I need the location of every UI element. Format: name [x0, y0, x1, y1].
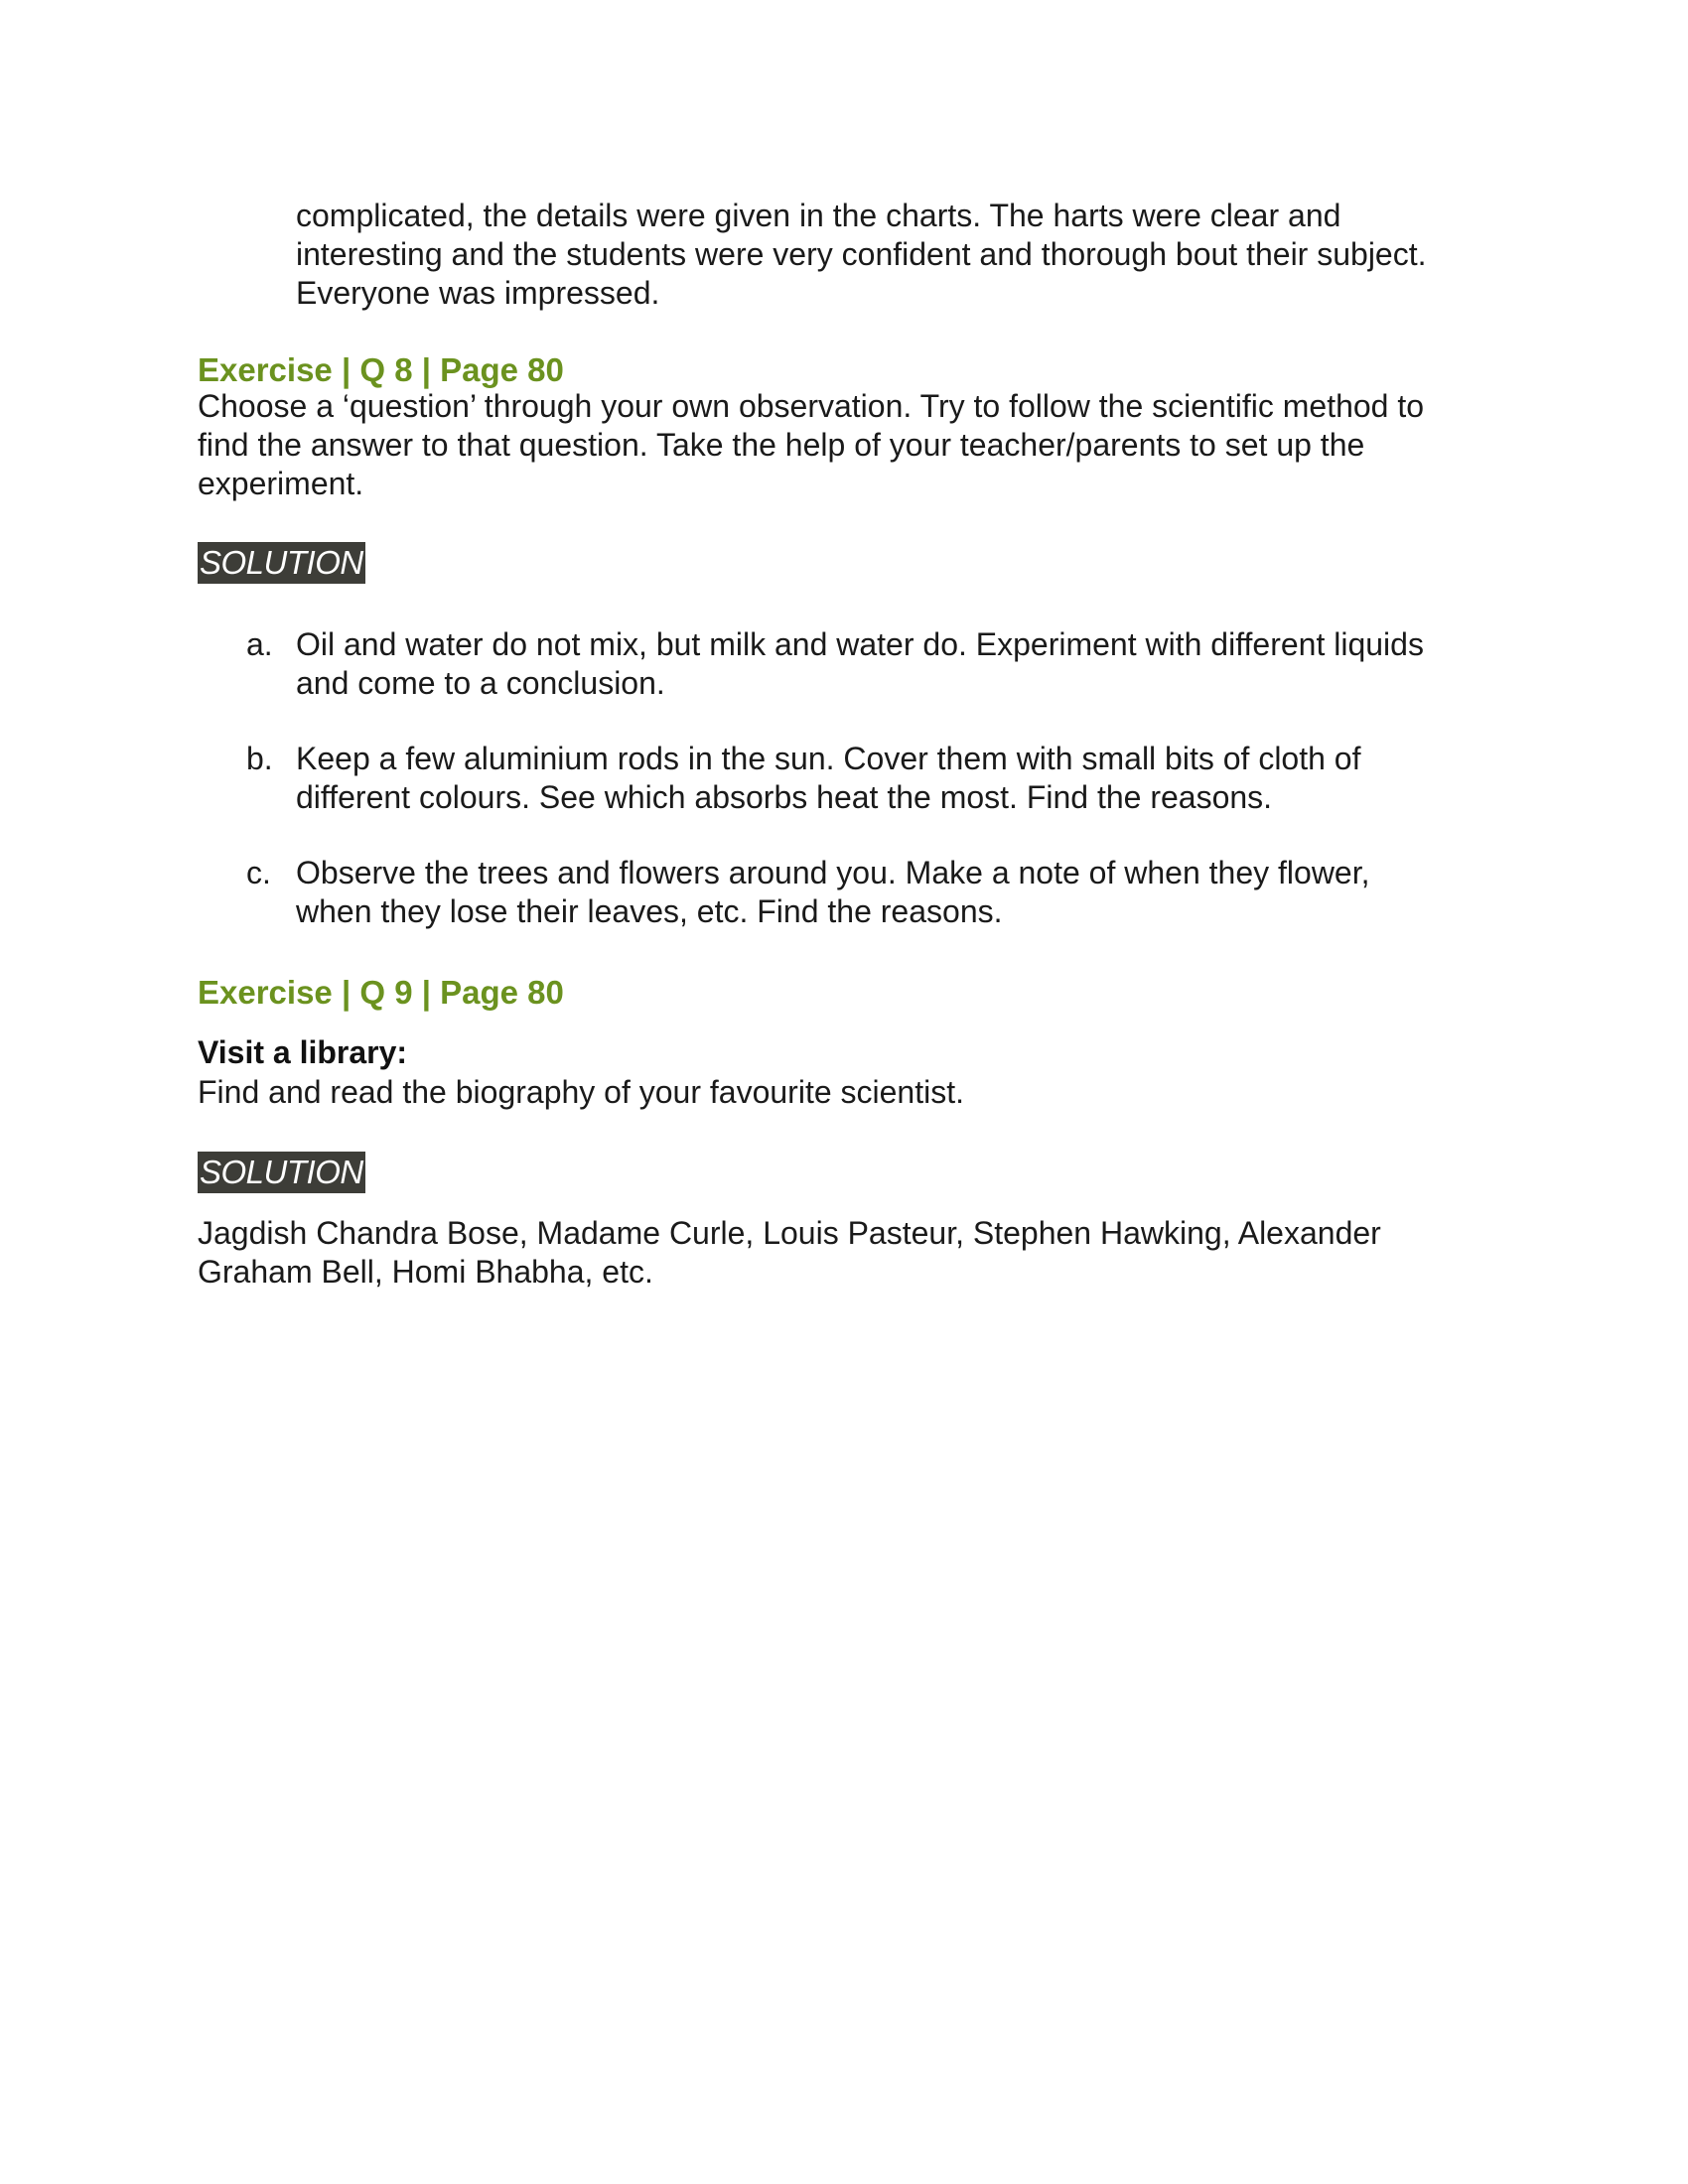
- list-item-line: different colours. See which absorbs heat the most. Find the reasons.: [296, 779, 1273, 815]
- exercise-q8-heading: Exercise | Q 8 | Page 80: [198, 351, 564, 388]
- q8-question-line: experiment.: [198, 466, 364, 501]
- list-marker: a.: [246, 626, 273, 662]
- list-marker: b.: [246, 741, 273, 776]
- exercise-q9-heading: Exercise | Q 9 | Page 80: [198, 974, 564, 1011]
- list-item-line: Oil and water do not mix, but milk and water do. Experiment with different liquids: [296, 626, 1424, 662]
- continuation-line: interesting and the students were very confident and thorough bout their subject.: [296, 236, 1427, 272]
- continuation-paragraph: [296, 197, 1497, 313]
- q8-question: [198, 387, 1498, 503]
- q9-question: [198, 1073, 1498, 1112]
- list-item-text: [296, 740, 1497, 817]
- q9-answer: [198, 1214, 1498, 1292]
- q9-solution-badge: SOLUTION: [198, 1152, 365, 1193]
- continuation-line: complicated, the details were given in the charts. The harts were clear and: [296, 198, 1341, 233]
- q9-answer-line: Graham Bell, Homi Bhabha, etc.: [198, 1254, 653, 1290]
- list-item-text: [296, 625, 1497, 703]
- q9-question-line: Find and read the biography of your favourite scientist.: [198, 1074, 964, 1110]
- list-marker: c.: [246, 855, 271, 890]
- q9-answer-line: Jagdish Chandra Bose, Madame Curle, Louis Pasteur, Stephen Hawking, Alexander: [198, 1215, 1381, 1251]
- list-item-line: Observe the trees and flowers around you. Make a note of when they flower,: [296, 855, 1370, 890]
- q8-solution-badge: SOLUTION: [198, 542, 365, 584]
- list-item-line: when they lose their leaves, etc. Find the reasons.: [296, 893, 1003, 929]
- list-item-text: [296, 854, 1497, 931]
- q9-subheading: Visit a library:: [198, 1034, 408, 1070]
- list-item-line: Keep a few aluminium rods in the sun. Cover them with small bits of cloth of: [296, 741, 1361, 776]
- q8-question-line: find the answer to that question. Take the help of your teacher/parents to set up the: [198, 427, 1365, 463]
- list-item-line: and come to a conclusion.: [296, 665, 665, 701]
- continuation-line: Everyone was impressed.: [296, 275, 660, 311]
- q8-question-line: Choose a ‘question’ through your own observation. Try to follow the scientific method to: [198, 388, 1425, 424]
